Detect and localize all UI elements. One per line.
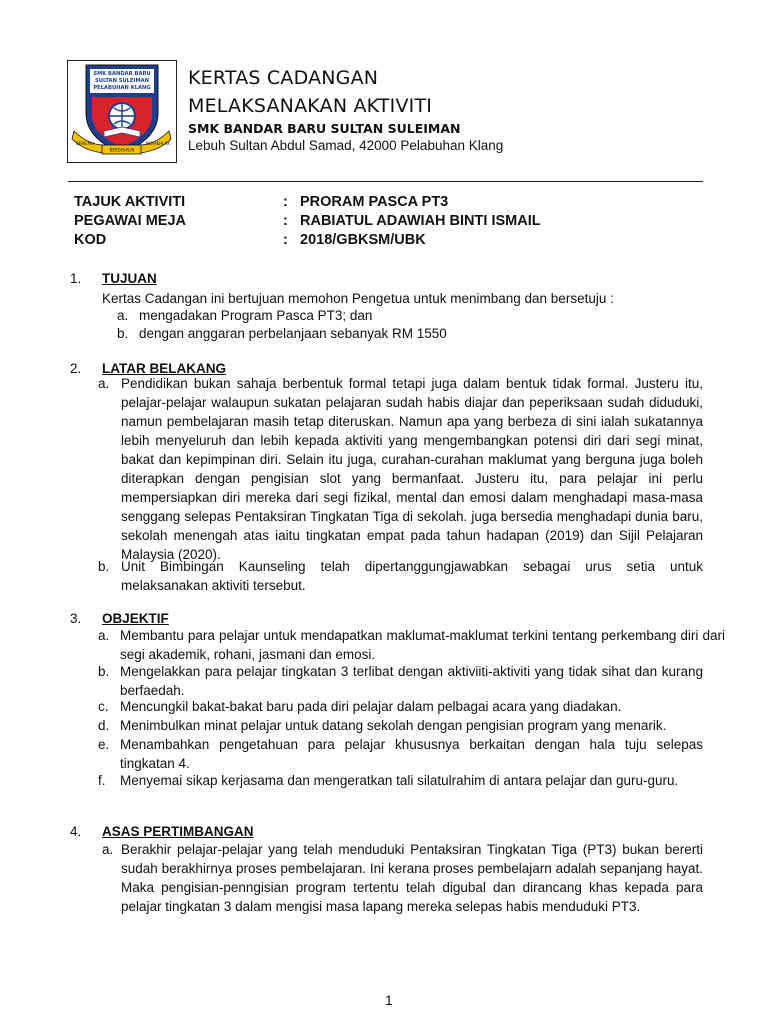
section-3-number: 3. [70, 611, 82, 626]
logo-frame [67, 60, 177, 163]
info-label-kod: KOD [74, 232, 107, 248]
section-1-item-b: dengan anggaran perbelanjaan sebanyak RM 1550 [139, 326, 447, 341]
section-4-heading: ASAS PERTIMBANGAN [102, 824, 254, 839]
logo-motto-2: BERDISIPLIN [109, 147, 135, 153]
section-3-item-e: Menambahkan pengetahuan para pelajar khususnya berkaitan dengan hala tuju selepas tingkatan 4. [120, 737, 703, 771]
header-divider [68, 181, 703, 182]
section-3-item-c: Mencungkil bakat-bakat baru pada diri pelajar dalam pelbagai acara yang diadakan. [120, 699, 622, 714]
section-4-number: 4. [70, 824, 82, 839]
section-1-item-b-mark: b. [117, 326, 129, 341]
logo-line-3: PELABUHAN KLANG [93, 85, 151, 91]
section-3-item-a-mark: a. [98, 628, 110, 643]
info-value-kod: 2018/GBKSM/UBK [300, 232, 426, 248]
section-1-item-a: mengadakan Program Pasca PT3; dan [139, 308, 373, 323]
section-3-item-a: Membantu para pelajar untuk mendapatkan maklumat-maklumat terkini tentang perkembang diri dari segi akademik, rohani, jasmani dan emosi. [120, 628, 725, 662]
info-sep-tajuk: : [283, 194, 288, 210]
section-4-item-a: Berakhir pelajar-pelajar yang telah menduduki Pentaksiran Tingkatan Tiga (PT3) bukan bererti sudah berakhirnya proses pembelajaran. Ini kerana proses pembelajarn adalah sepanjang hayat. Maka pengisian-penngisian program tertentu telah digubal dan dirancang khas kepada para pelajar tingkatan 3 dalam mengisi masa lapang mereka selepas habis menduduki PT3. [121, 842, 703, 914]
logo-motto-3: BERAKHLAK [146, 141, 170, 146]
section-1-item-a-mark: a. [117, 308, 129, 323]
logo-motto-1: BERILMU [76, 141, 94, 146]
info-label-tajuk: TAJUK AKTIVITI [74, 194, 186, 210]
school-address: Lebuh Sultan Abdul Samad, 42000 Pelabuhan Klang [188, 138, 504, 153]
logo-line-2: SULTAN SULEIMAN [95, 78, 149, 84]
section-2-item-a-mark: a. [98, 376, 110, 391]
school-crest-icon [68, 61, 175, 161]
section-1-heading: TUJUAN [102, 271, 157, 286]
section-2-heading: LATAR BELAKANG [102, 361, 226, 376]
section-2-item-a: Pendidikan bukan sahaja berbentuk formal tetapi juga dalam bentuk tidak formal. Justeru itu, pelajar-pelajar walaupun sukatan pelajaran sudah habis diajar dan peperiksaan sudah diduduki, namun pembelajaran masih tetap diteruskan. Namun apa yang berbeza di sini ialah sukatannya lebih menyeluruh dan lebih kepada aktiviti yang mengembangkan potensi diri dari segi minat, bakat dan kepimpinan diri. Selain itu juga, curahan-curahan maklumat yang berguna juga boleh diterapkan dengan pengisian slot yang bermanfaat. Justeru itu, para pelajar ini perlu mempersiapkan diri mereka dari segi fizikal, mental dan emosi dalam menghadapi masa-masa senggang selepas Pentaksiran Tingkatan Tiga di sekolah. juga bersedia menghadapi dunia baru, sekolah menengah atas iaitu tingkatan empat pada tahun hadapan (2019) dan Sijil Pelajaran Malaysia (2020). [121, 376, 703, 562]
section-3-item-d: Menimbulkan minat pelajar untuk datang sekolah dengan pengisian program yang menarik. [120, 718, 667, 733]
section-2-item-b-mark: b. [98, 559, 110, 574]
info-sep-pegawai: : [283, 213, 288, 229]
section-1-intro: Kertas Cadangan ini bertujuan memohon Pengetua untuk menimbang dan bersetuju : [102, 291, 614, 306]
section-4-item-a-mark: a. [102, 842, 114, 857]
section-3-heading: OBJEKTIF [102, 611, 169, 626]
section-3-item-d-mark: d. [98, 718, 110, 733]
title-line-1: KERTAS CADANGAN [188, 67, 379, 89]
logo-line-1: SMK BANDAR BARU [93, 71, 151, 77]
page-number: 1 [385, 992, 393, 1008]
school-name: SMK BANDAR BARU SULTAN SULEIMAN [188, 121, 461, 136]
section-3-item-e-mark: e. [98, 737, 110, 752]
title-line-2: MELAKSANAKAN AKTIVITI [188, 95, 433, 117]
section-3-item-f: Menyemai sikap kerjasama dan mengeratkan tali silatulrahim di antara pelajar dan guru-guru. [120, 773, 679, 788]
info-label-pegawai: PEGAWAI MEJA [74, 213, 186, 229]
info-value-tajuk: PRORAM PASCA PT3 [300, 194, 449, 210]
info-value-pegawai: RABIATUL ADAWIAH BINTI ISMAIL [300, 213, 541, 229]
info-sep-kod: : [283, 232, 288, 248]
section-1-number: 1. [70, 271, 82, 286]
section-3-item-b: Mengelakkan para pelajar tingkatan 3 terlibat dengan aktiviiti-aktiviti yang tidak sihat dan kurang berfaedah. [120, 664, 703, 698]
section-2-number: 2. [70, 361, 82, 376]
section-3-item-a-wrap [98, 626, 725, 664]
section-3-item-f-mark: f. [98, 773, 106, 788]
section-3-item-c-mark: c. [98, 699, 109, 714]
section-2-item-b: Unit Bimbingan Kaunseling telah dipertanggungjawabkan sebagai urus setia untuk melaksanakan aktiviti tersebut. [121, 559, 703, 593]
section-3-item-b-mark: b. [98, 664, 110, 679]
